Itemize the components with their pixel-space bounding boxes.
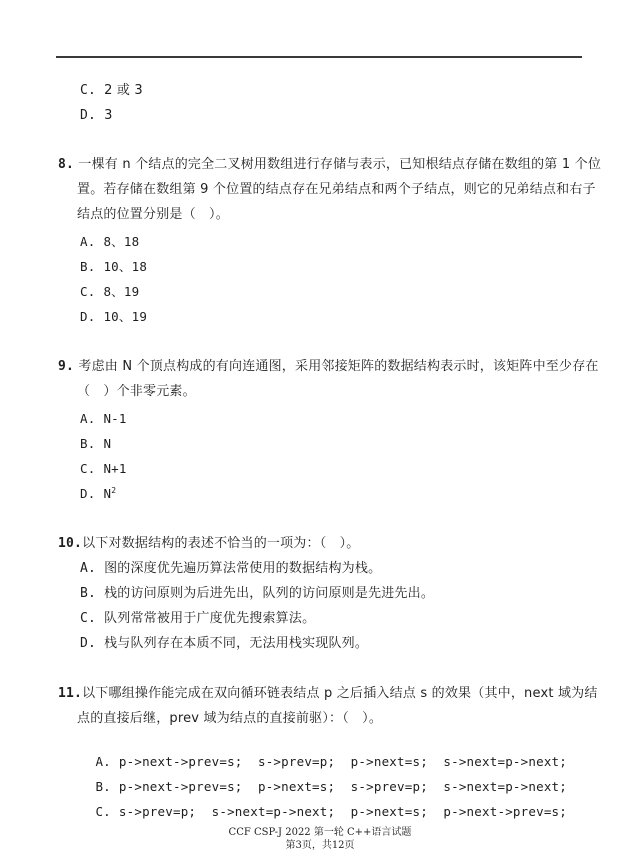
question-9-option-c: C. N+1 <box>80 461 127 476</box>
question-9-option-a: A. N-1 <box>80 411 127 426</box>
option-d-prev: D. 3 <box>80 108 113 123</box>
question-10-option-a: A. 图的深度优先遍历算法常使用的数据结构为栈。 <box>80 561 382 576</box>
question-11-option-a: A. p->next->prev=s; s->prev=p; p->next=s; s->next=p->next; <box>95 754 567 769</box>
question-8-option-d: D. 10、19 <box>80 309 148 324</box>
question-9-option-b: B. N <box>80 436 112 451</box>
question-8-line-1: 8. 一棵有 n 个结点的完全二叉树用数组进行存储与表示，已知根结点存储在数组的第 1 个位 <box>58 157 602 172</box>
question-10-option-d: D. 栈与队列存在本质不同，无法用栈实现队列。 <box>80 636 369 651</box>
question-9-line-2: （ ）个非零元素。 <box>77 384 196 399</box>
question-11-option-c: C. s->prev=p; s->next=p->next; p->next=s; p->next->prev=s; <box>95 804 567 819</box>
question-8-option-a: A. 8、18 <box>80 234 140 249</box>
question-8-line-3: 结点的位置分别是（ ）。 <box>77 207 229 222</box>
question-10-option-b: B. 栈的访问原则为后进先出，队列的访问原则是先进先出。 <box>80 586 435 601</box>
question-9-line-1: 9. 考虑由 N 个顶点构成的有向连通图，采用邻接矩阵的数据结构表示时，该矩阵中至少存在 <box>58 359 599 374</box>
question-11-line-1: 11.以下哪组操作能完成在双向循环链表结点 p 之后插入结点 s 的效果（其中，next 域为结 <box>58 686 598 701</box>
header-rule <box>56 56 582 58</box>
question-11-line-2: 点的直接后继，prev 域为结点的直接前驱）：（ ）。 <box>77 711 383 726</box>
option-c-prev: C. 2 或 3 <box>80 83 143 98</box>
question-8-option-b: B. 10、18 <box>80 259 148 274</box>
question-8-option-c: C. 8、19 <box>80 284 140 299</box>
question-9-option-d: D. $N^2$ <box>80 485 117 501</box>
footer-page-info: 第3页，共12页 <box>285 840 355 851</box>
question-8-line-2: 置。若存储在数组第 9 个位置的结点存在兄弟结点和两个子结点，则它的兄弟结点和右子 <box>77 182 596 197</box>
question-11-option-b: B. p->next->prev=s; p->next=s; s->prev=p; s->next=p->next; <box>95 779 567 794</box>
question-10-option-c: C. 队列常常被用于广度优先搜索算法。 <box>80 611 316 626</box>
footer-exam-title: CCF CSP-J 2022 第一轮 C++语言试题 <box>228 827 412 838</box>
question-10-line-1: 10.以下对数据结构的表述不恰当的一项为：（ ）。 <box>58 536 360 551</box>
